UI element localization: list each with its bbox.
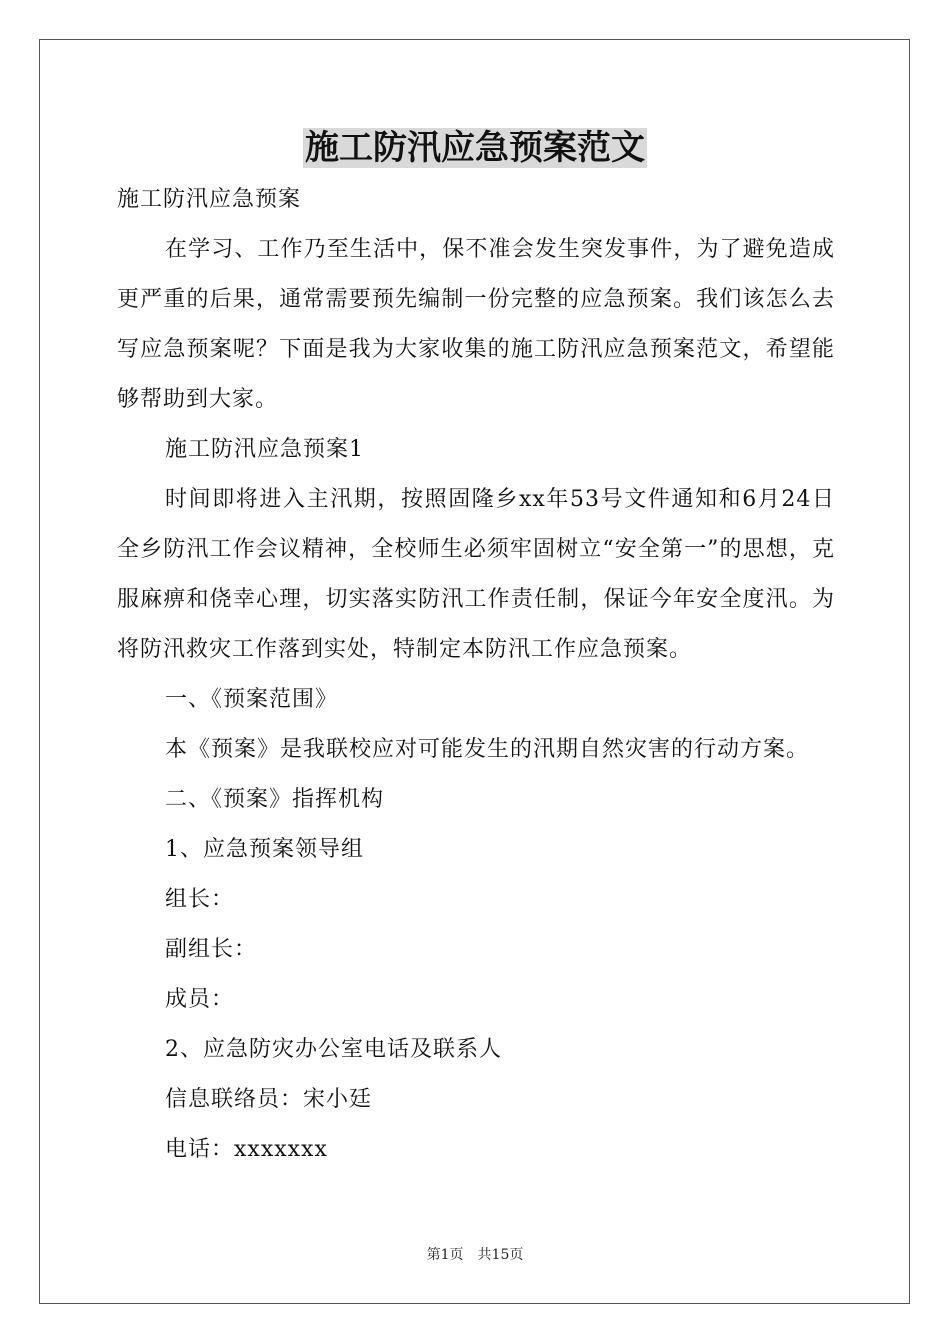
list-item-liaison: 信息联络员：宋小廷 (165, 1087, 373, 1112)
document-body (117, 175, 835, 1175)
paragraph-intro: 在学习、工作乃至生活中，保不准会发生突发事件，为了避免造成更严重的后果，通常需要预先编制一份完整的应急预案。我们该怎么去写应急预案呢？下面是我为大家收集的施工防汛应急预案范文，希望能够帮助到大家。 (117, 237, 835, 412)
page-footer (0, 1245, 950, 1265)
list-item-office: 2、应急防灾办公室电话及联系人 (165, 1037, 502, 1062)
list-item-deputy-leader: 副组长： (165, 937, 258, 962)
page-number: 第1页 共15页 (426, 1247, 524, 1263)
section-heading-command: 二、《预案》指挥机构 (165, 787, 385, 812)
document-title (0, 124, 950, 172)
section-heading: 施工防汛应急预案1 (165, 437, 364, 462)
paragraph-scope: 本《预案》是我联校应对可能发生的汛期自然灾害的行动方案。 (165, 737, 810, 762)
list-item-leader: 组长： (165, 887, 235, 912)
list-item-members: 成员： (165, 987, 235, 1012)
list-item-phone: 电话：xxxxxxx (165, 1137, 328, 1162)
document-subtitle: 施工防汛应急预案 (117, 187, 302, 212)
section-heading-scope: 一、《预案范围》 (165, 687, 339, 712)
paragraph-background: 时间即将进入主汛期，按照固隆乡xx年53号文件通知和6月24日全乡防汛工作会议精神，全校师生必须牢固树立“安全第一”的思想，克服麻痹和侥幸心理，切实落实防汛工作责任制，保证今年安全度汛。为将防汛救灾工作落到实处，特制定本防汛工作应急预案。 (117, 487, 835, 662)
document-title-text: 施工防汛应急预案范文 (305, 128, 645, 168)
list-item-leadership: 1、应急预案领导组 (165, 837, 364, 862)
